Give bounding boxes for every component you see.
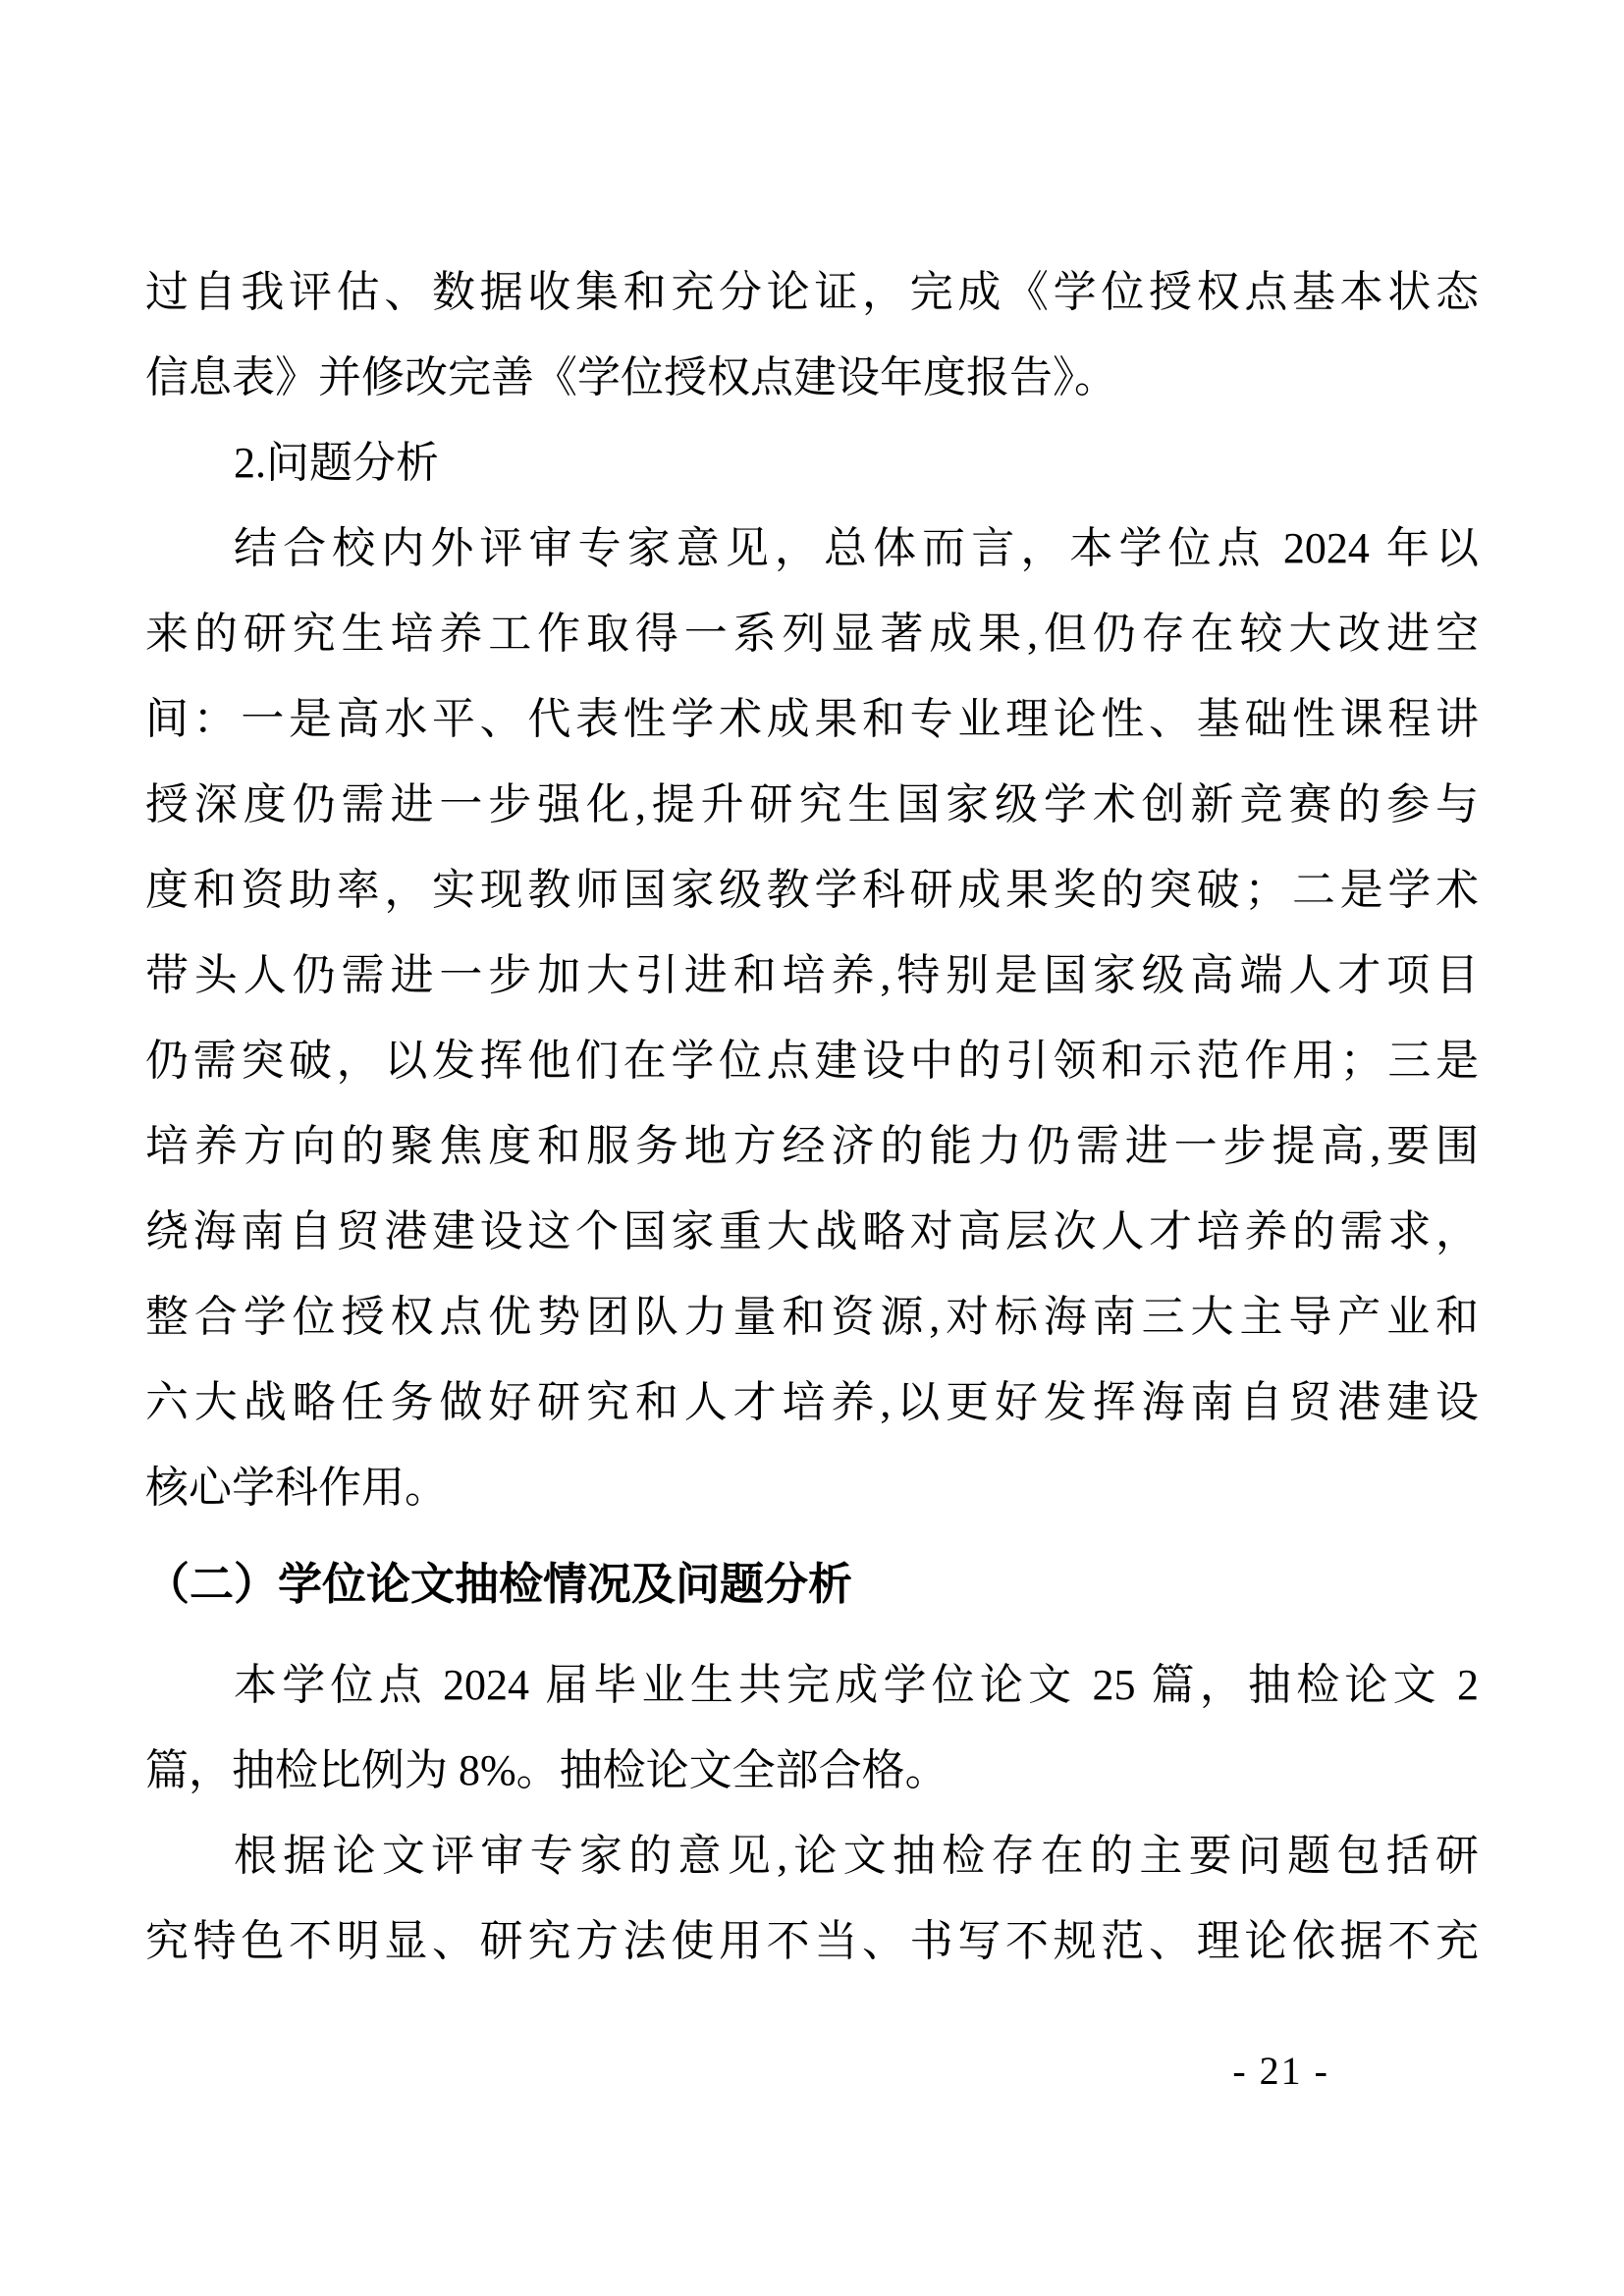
paragraph-review-problems xyxy=(145,1813,1479,1984)
paragraph-line: 六大战略任务做好研究和人才培养,以更好发挥海南自贸港建设 xyxy=(145,1378,1479,1426)
page-number: - 21 - xyxy=(1232,2049,1329,2093)
paragraph-continuation xyxy=(145,249,1479,420)
body-text xyxy=(145,249,1479,1984)
paragraph-line: 过自我评估、数据收集和充分论证，完成《学位授权点基本状态 xyxy=(145,268,1479,316)
paragraph-line: 核心学科作用。 xyxy=(145,1464,448,1512)
paragraph-line: 仍需突破，以发挥他们在学位点建设中的引领和示范作用；三是 xyxy=(145,1037,1479,1085)
paragraph-line: 度和资助率，实现教师国家级教学科研成果奖的突破；二是学术 xyxy=(145,866,1479,914)
paragraph-line: 究特色不明显、研究方法使用不当、书写不规范、理论依据不充 xyxy=(145,1917,1479,1965)
paragraph-line: 授深度仍需进一步强化,提升研究生国家级学术创新竞赛的参与 xyxy=(145,780,1479,828)
paragraph-line: 本学位点 2024 届毕业生共完成学位论文 25 篇，抽检论文 2 xyxy=(234,1661,1479,1709)
paragraph-line: 篇，抽检比例为 8%。抽检论文全部合格。 xyxy=(145,1746,948,1794)
paragraph-expert-opinions xyxy=(145,506,1479,1530)
paragraph-problem-analysis-heading xyxy=(145,420,1479,506)
paragraph-line: 来的研究生培养工作取得一系列显著成果,但仍存在较大改进空 xyxy=(145,610,1479,658)
paragraph-line: 带头人仍需进一步加大引进和培养,特别是国家级高端人才项目 xyxy=(145,951,1479,999)
paragraph-line: 结合校内外评审专家意见，总体而言，本学位点 2024 年以 xyxy=(234,524,1479,572)
paragraph-line: 根据论文评审专家的意见,论文抽检存在的主要问题包括研 xyxy=(234,1832,1479,1880)
numbered-subheading: 2.问题分析 xyxy=(234,439,439,487)
paragraph-line: 信息表》并修改完善《学位授权点建设年度报告》。 xyxy=(145,353,1117,401)
paragraph-line: 培养方向的聚焦度和服务地方经济的能力仍需进一步提高,要围 xyxy=(145,1122,1479,1170)
paragraph-thesis-sampling xyxy=(145,1642,1479,1813)
paragraph-line: 整合学位授权点优势团队力量和资源,对标海南三大主导产业和 xyxy=(145,1293,1479,1341)
section-heading: （二）学位论文抽检情况及问题分析 xyxy=(145,1559,853,1609)
paragraph-line: 间：一是高水平、代表性学术成果和专业理论性、基础性课程讲 xyxy=(145,695,1479,743)
paragraph-line: 绕海南自贸港建设这个国家重大战略对高层次人才培养的需求， xyxy=(145,1207,1479,1255)
